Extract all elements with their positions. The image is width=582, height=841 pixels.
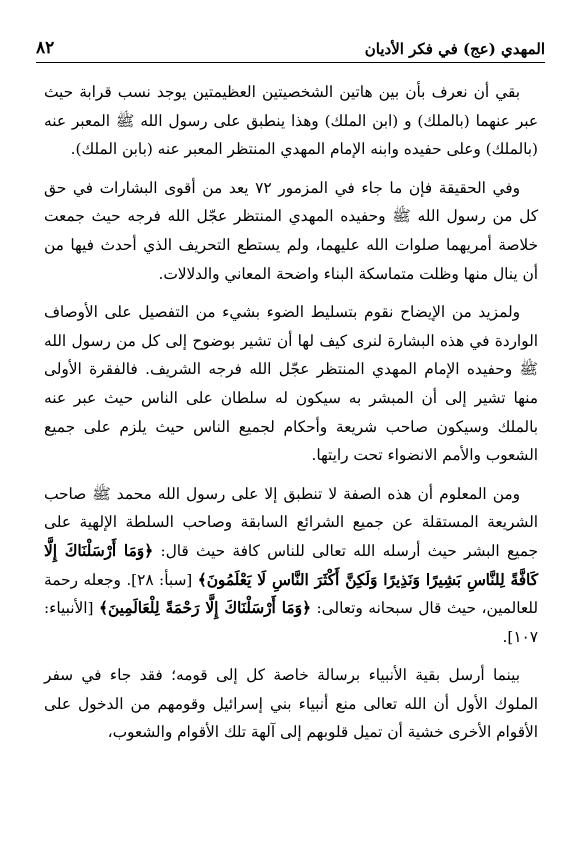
paragraph-1: بقي أن نعرف بأن بين هاتين الشخصيتين العظيمتين يوجد نسب قرابة حيث عبر عنهما (بالملك) و (ابن الملك) وهذا ينطبق على رسول الله ﷺ المعبر عنه (بالملك) وعلى حفيده وابنه الإمام المهدي المنتظر المعبر عنه (بابن الملك).: [44, 83, 538, 159]
quran-verse-1: ﴿وَمَا أَرْسَلْنَاكَ إِلَّا كَافَّةً لِلنَّاسِ بَشِيرًا وَنَذِيرًا وَلَكِنَّ أَكْثَرَ النَّاسِ لَا يَعْلَمُونَ﴾: [44, 541, 538, 589]
verse-reference-1: [سبأ: ٢٨].: [126, 570, 193, 589]
paragraph-4-text-2: وجعله رحمة للعالمين، حيث قال سبحانه وتعالى:: [44, 570, 538, 618]
verse-reference-2: [الأنبياء: ١٠٧].: [44, 599, 538, 646]
running-title: المهدي (عج) في فكر الأديان: [364, 40, 545, 58]
page-header: [36, 28, 545, 63]
page-body: [44, 78, 538, 747]
paragraph-5: بينما أرسل بقية الأنبياء برسالة خاصة كل إلى قومه؛ فقد جاء في سفر الملوك الأول أن الله تعالى منع أنبياء بني إسرائيل وقومهم من الدخول على الأقوام الأخرى خشية أن تميل قلوبهم إلى آلهة تلك الأقوام والشعوب،: [44, 666, 538, 742]
paragraph-2: وفي الحقيقة فإن ما جاء في المزمور ٧٢ يعد من أقوى البشارات في حق كل من رسول الله ﷺ وحفيده المهدي المنتظر عجّل الله فرجه حيث جمعت خلاصة أمريهما صلوات الله عليهما، ولم يستطع التحريف الذي أحدث فيها من أن ينال منها وظلت متماسكة البناء واضحة المعاني والدلالات.: [44, 178, 538, 283]
paragraph-3: ولمزيد من الإيضاح نقوم بتسليط الضوء بشيء من التفصيل على الأوصاف الواردة في هذه البشارة لنرى كيف لها أن تشير بوضوح إلى كل من رسول الله ﷺ وحفيده الإمام المهدي المنتظر عجّل الله فرجه الشريف. فالفقرة الأولى منها تشير إلى أن المبشر به سيكون له سلطان على الناس حيث عبر عنه بالملك وسيكون صاحب شريعة وأحكام لجميع الناس حيث يلزم على جميع الشعوب والأمم الانضواء تحت رايتها.: [44, 303, 538, 465]
page-number: ٨٢: [36, 38, 55, 58]
quran-verse-2: ﴿وَمَا أَرْسَلْنَاكَ إِلَّا رَحْمَةً لِلْعَالَمِينَ﴾: [99, 599, 311, 618]
paragraph-4-text-1: ومن المعلوم أن هذه الصفة لا تنطبق إلا على رسول الله محمد ﷺ صاحب الشريعة المستقلة عن جميع الشرائع السابقة وصاحب السلطة الإلهية على جميع البشر حيث أرسله الله تعالى للناس كافة حيث قال:: [44, 484, 539, 560]
paragraph-4: [44, 480, 538, 652]
